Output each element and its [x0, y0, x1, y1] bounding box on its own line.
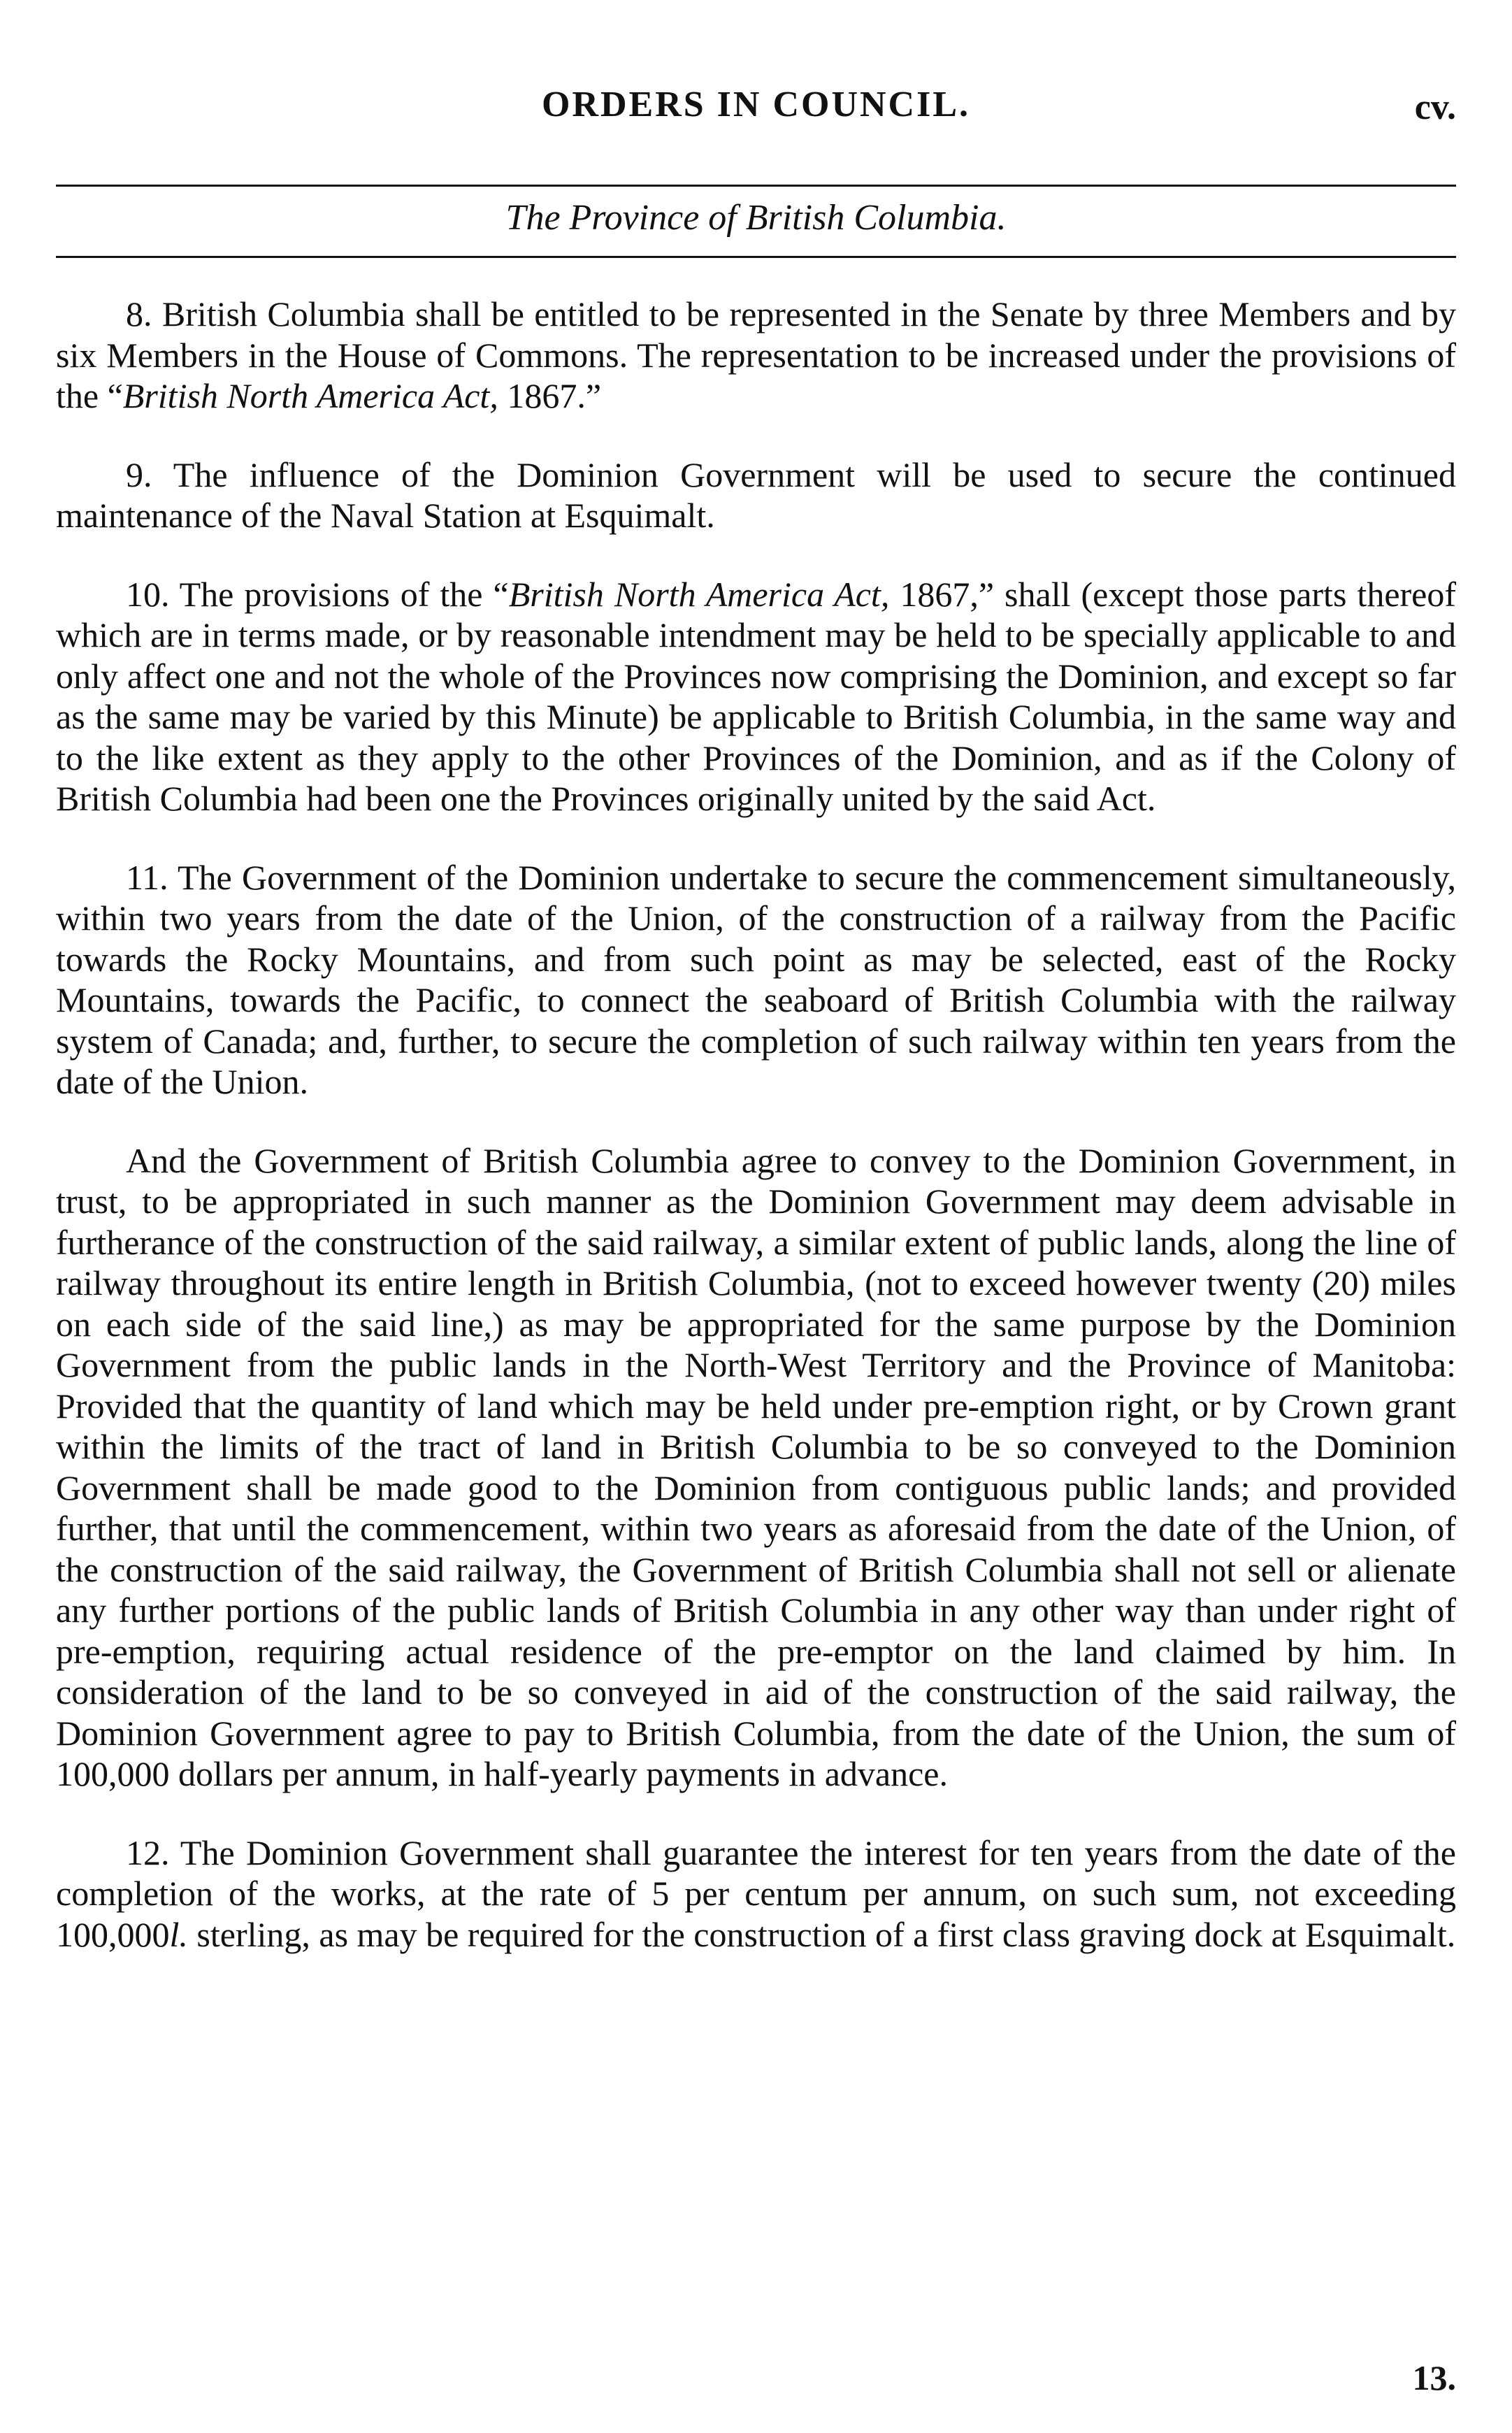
paragraph-11-continued: And the Government of British Columbia agree to convey to the Dominion Government, in trust, to be appropriated in such manner as the Dominion Government may deem advisable in furtherance of the construction of the said railway, a similar extent of public lands, along the line of railway throughout its entire length in British Columbia, (not to exceed however twenty (20) miles on each side of the said line,) as may be appropriated for the same purpose by the Dominion Government from the public lands in the North-West Territory and the Province of Manitoba: Provided that the quantity of land which may be held under pre-emption right, or by Crown grant within the limits of the tract of land in British Columbia to be so conveyed to the Dominion Government shall be made good to the Dominion from contiguous public lands; and provided further, that until the commencement, within two years as aforesaid from the date of the Union, of the construction of the said railway, the Government of British Columbia shall not sell or alienate any further portions of the public lands of British Columbia in any other way than under right of pre-emption, requiring actual residence of the pre-emptor on the land claimed by him. In consideration of the land to be so conveyed in aid of the construction of the said railway, the Dominion Government agree to pay to British Columbia, from the date of the Union, the sum of 100,000 dollars per annum, in half-yearly payments in advance.	[56, 1140, 1456, 1793]
paragraph-11: 11. The Government of the Dominion undertake to secure the commencement simultaneously, within two years from the date of the Union, of the construction of a railway from the Pacific towards the Rocky Mountains, and from such point as may be selected, east of the Rocky Mountains, towards the Pacific, to connect the seaboard of British Columbia with the railway system of Canada; and, further, to secure the completion of such railway within ten years from the date of the Union.	[56, 857, 1456, 1101]
header-rule-top	[56, 185, 1456, 187]
signature-mark: 13.	[1412, 2358, 1456, 2397]
page-header	[56, 84, 1456, 140]
paragraph-12: 12. The Dominion Government shall guarantee the interest for ten years from the date of the completion of the works, at the rate of 5 per centum per annum, on such sum, not exceeding 100,000l. sterling, as may be required for the construction of a first class graving dock at Esquimalt.	[56, 1832, 1456, 1954]
page-number: cv.	[1414, 87, 1456, 127]
header-rule-bottom	[56, 256, 1456, 258]
paragraph-10: 10. The provisions of the “British North America Act, 1867,” shall (except those parts thereof which are in terms made, or by reasonable intendment may be held to be specially applicable to and only affect one and not the whole of the Provinces now comprising the Dominion, and except so far as the same may be varied by this Minute) be applicable to British Columbia, in the same way and to the like extent as they apply to the other Provinces of the Dominion, and as if the Colony of British Columbia had been one the Provinces originally united by the said Act.	[56, 574, 1457, 818]
body-text	[56, 294, 1456, 1955]
section-subheading: The Province of British Columbia.	[505, 198, 1007, 238]
paragraph-9: 9. The influence of the Dominion Government will be used to secure the continued maintenance of the Naval Station at Esquimalt.	[56, 454, 1456, 535]
paragraph-8: 8. British Columbia shall be entitled to be represented in the Senate by three Members and by six Members in the House of Commons. The representation to be increased under the provisions of the “British North America Act, 1867.”	[56, 294, 1456, 415]
running-head: ORDERS IN COUNCIL.	[541, 85, 971, 124]
